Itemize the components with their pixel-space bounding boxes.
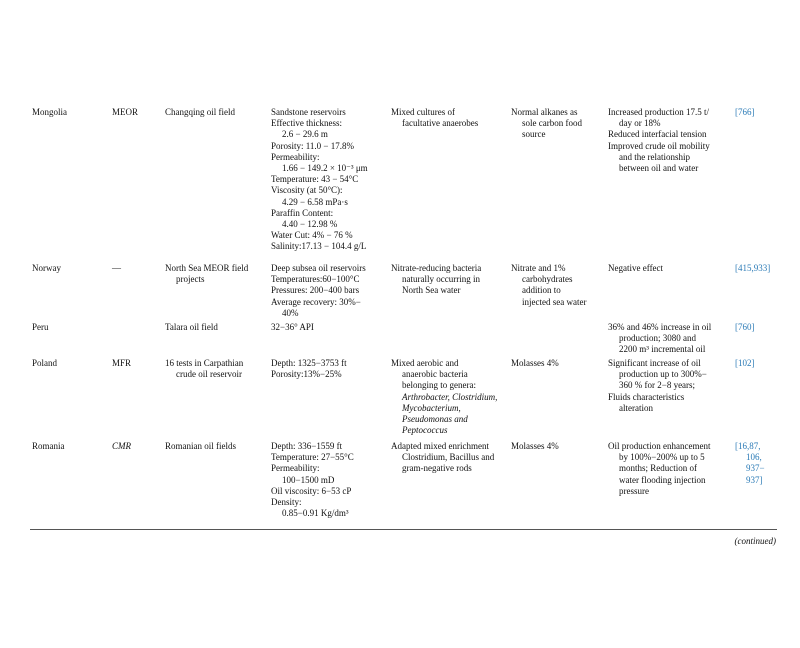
result-line: production; 3080 and [619,333,696,344]
result-line: months; Reduction of [619,463,697,474]
result-line: and the relationship [619,151,690,162]
property-line: 2.6 − 29.6 m [282,129,328,140]
micro-line: Peptococcus [402,425,448,436]
micro-line: naturally occurring in [402,274,480,285]
nutrient-line: Molasses 4% [511,358,559,368]
reservoir-properties-cell [271,107,383,253]
property-line: 40% [282,307,299,318]
property-line: Temperatures:60−100°C [271,274,360,285]
property-line: 100−1500 mD [282,474,335,485]
reference-link[interactable]: 937] [746,474,763,485]
property-line: Depth: 336−1559 ft [271,441,343,451]
result-line: Improved crude oil mobility [608,140,710,151]
result-line: alteration [619,402,653,413]
nutrient-cell [511,358,603,369]
result-line: production up to 300%− [619,369,707,380]
reference-link[interactable]: [766] [735,107,755,117]
continued-note: (continued) [734,536,776,546]
reference-link[interactable]: [415,933] [735,263,771,273]
micro-line: Mycobacterium, [402,402,461,413]
micro-line: facultative anaerobes [402,118,479,129]
micro-line: anaerobic bacteria [402,369,468,380]
field-line: Changqing oil field [165,107,235,117]
result-cell [608,322,726,356]
nutrient-line: Nitrate and 1% [511,263,566,273]
nutrient-line: sole carbon food [522,118,582,129]
result-line: pressure [619,485,649,496]
nutrient-line: source [522,129,546,140]
property-line: Depth: 1325−3753 ft [271,358,347,368]
property-line: Density: [271,497,302,508]
property-line: Permeability: [271,151,320,162]
field-line: projects [176,274,205,285]
reference-cell [735,107,775,118]
reservoir-properties-cell [271,263,383,319]
country-cell: Mongolia [32,107,67,117]
result-line: between oil and water [619,163,699,174]
field-line: Romanian oil fields [165,441,236,451]
result-cell [608,263,726,274]
micro-line: belonging to genera: [402,380,476,391]
nutrient-line: Molasses 4% [511,441,559,451]
field-line: Talara oil field [165,322,218,332]
micro-line: Arthrobacter, Clostridium, [402,391,498,402]
method-cell: MFR [112,358,132,368]
property-line: 0.85−0.91 Kg/dm³ [282,508,349,519]
property-line: Temperature: 43 − 54°C [271,174,359,185]
property-line: Pressures: 200−400 bars [271,285,360,296]
field-line: 16 tests in Carpathian [165,358,244,368]
property-line: Sandstone reservoirs [271,107,346,117]
result-line: 2200 m³ incremental oil [619,344,706,355]
property-line: Porosity: 11.0 − 17.8% [271,140,354,151]
micro-line: Adapted mixed enrichment [391,441,489,451]
result-line: 36% and 46% increase in oil [608,322,712,332]
property-line: 4.40 − 12.98 % [282,219,338,230]
property-line: 32−36° API [271,322,314,332]
table-bottom-rule [30,529,777,530]
reference-link[interactable]: [102] [735,358,755,368]
reference-cell [735,322,775,333]
reference-link[interactable]: 937− [746,463,765,474]
micro-line: Pseudomonas and [402,414,468,425]
microorganism-cell [391,441,503,475]
reference-link[interactable]: [760] [735,322,755,332]
nutrient-line: carbohydrates [522,274,573,285]
result-cell [608,358,726,414]
country-cell: Norway [32,263,61,273]
result-line: Increased production 17.5 t/ [608,107,709,117]
field-cell [165,358,265,380]
property-line: Oil viscosity: 6−53 cP [271,485,352,496]
property-line: Viscosity (at 50°C): [271,185,343,196]
field-cell [165,322,265,333]
result-line: day or 18% [619,118,661,129]
microorganism-cell [391,263,503,297]
result-line: Oil production enhancement [608,441,711,451]
country-cell: Poland [32,358,58,368]
property-line: Paraffin Content: [271,207,334,218]
result-line: Reduced interfacial tension [608,129,707,140]
micro-line: Mixed cultures of [391,107,455,117]
property-line: Water Cut: 4% − 76 % [271,230,353,241]
result-line: by 100%−200% up to 5 [619,452,705,463]
result-line: Significant increase of oil [608,358,701,368]
property-line: 4.29 − 6.58 mPa·s [282,196,348,207]
field-line: crude oil reservoir [176,369,242,380]
micro-line: Mixed aerobic and [391,358,459,368]
reference-cell [735,358,775,369]
reference-cell [735,441,775,486]
property-line: Porosity:13%−25% [271,369,342,380]
reference-link[interactable]: 106, [746,452,762,463]
micro-line: gram-negative rods [402,463,472,474]
microorganism-cell [391,107,503,129]
reservoir-properties-cell [271,441,383,519]
property-line: Temperature: 27−55°C [271,452,354,463]
property-line: Deep subsea oil reservoirs [271,263,366,273]
micro-line: Nitrate-reducing bacteria [391,263,482,273]
method-cell: — [112,263,121,273]
property-line: 1.66 − 149.2 × 10⁻³ μm [282,163,368,174]
result-cell [608,107,726,174]
result-cell [608,441,726,497]
reference-link[interactable]: [16,87, [735,441,761,451]
reservoir-properties-cell [271,322,383,333]
result-line: Fluids characteristics [608,391,685,402]
nutrient-line: addition to [522,285,561,296]
property-line: Average recovery: 30%− [271,296,361,307]
nutrient-cell [511,263,603,308]
field-cell [165,107,265,118]
result-line: water flooding injection [619,474,706,485]
property-line: Salinity:17.13 − 104.4 g/L [271,241,367,252]
nutrient-line: Normal alkanes as [511,107,578,117]
property-line: Effective thickness: [271,118,343,129]
reservoir-properties-cell [271,358,383,380]
result-line: 360 % for 2−8 years; [619,380,696,391]
field-cell [165,441,265,452]
field-line: North Sea MEOR field [165,263,249,273]
reference-cell [735,263,775,274]
field-cell [165,263,265,285]
method-cell: CMR [112,441,131,451]
micro-line: Clostridium, Bacillus and [402,452,495,463]
microorganism-cell [391,358,503,436]
result-line: Negative effect [608,263,664,273]
micro-line: North Sea water [402,285,461,296]
country-cell: Romania [32,441,65,451]
nutrient-cell [511,441,603,452]
nutrient-line: injected sea water [522,296,587,307]
property-line: Permeability: [271,463,320,474]
method-cell: MEOR [112,107,139,117]
nutrient-cell [511,107,603,141]
country-cell: Peru [32,322,49,332]
